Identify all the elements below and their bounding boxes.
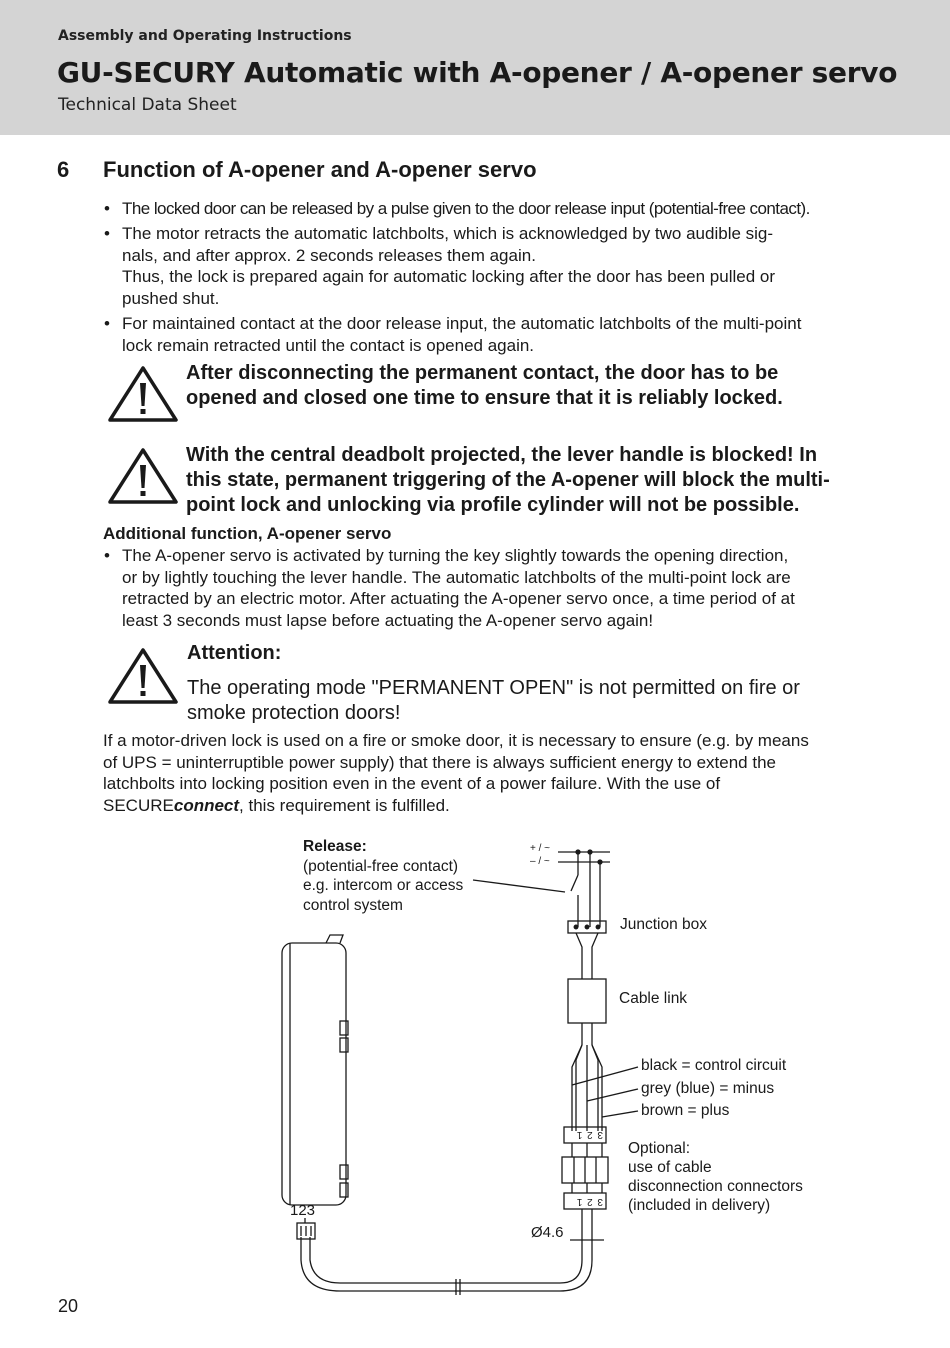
attention-title: Attention:	[187, 642, 282, 664]
fire-door-paragraph	[103, 730, 863, 816]
warning-icon	[107, 365, 179, 423]
switch-contact	[571, 875, 578, 891]
wire-brown-label: brown = plus	[641, 1102, 730, 1119]
bullet-dot: •	[104, 546, 110, 565]
cable-link-box	[568, 979, 606, 1023]
text-line: The motor retracts the automatic latchbolts, which is acknowledged by two audible sig-	[122, 224, 774, 243]
wire-black-label: black = control circuit	[641, 1057, 787, 1074]
text-line: pushed shut.	[122, 288, 220, 308]
text-line: or by lightly touching the lever handle. The automatic latchbolts of the multi-point lock are	[122, 567, 791, 587]
text-line: The locked door can be released by a pulse given to the door release input (potential-free contact).	[122, 199, 810, 218]
warning-text	[186, 361, 866, 411]
text-line: For maintained contact at the door release input, the automatic latchbolts of the multi-point	[122, 314, 802, 333]
text-line	[103, 795, 863, 817]
text-line: this state, permanent triggering of the A-opener will block the multi-	[186, 469, 830, 491]
section-number: 6	[57, 157, 70, 182]
text-line: The A-opener servo is activated by turning the key slightly towards the opening direction,	[122, 546, 789, 565]
warning-icon	[107, 647, 179, 705]
text-line: The operating mode "PERMANENT OPEN" is not permitted on fire or	[187, 677, 800, 699]
lock-housing	[282, 943, 346, 1205]
connector-pin-numbers: 3 2 1	[575, 1129, 603, 1140]
bullet-dot: •	[104, 224, 110, 243]
text-line: retracted by an electric motor. After actuating the A-opener servo once, a time period of at	[122, 589, 795, 608]
text-line: of UPS = uninterruptible power supply) that there is always sufficient energy to extend the	[103, 752, 776, 772]
bullet-dot: •	[104, 314, 110, 333]
document-subtitle: Technical Data Sheet	[58, 95, 237, 115]
wire-sheath	[592, 1045, 598, 1131]
bullet-dot: •	[104, 199, 110, 218]
power-plus-label: + / ~	[530, 843, 551, 854]
wire-grey-label: grey (blue) = minus	[641, 1080, 775, 1097]
cable	[310, 1237, 456, 1283]
section-title: Function of A-opener and A-opener servo	[103, 157, 537, 182]
optional-connectors-label	[628, 1139, 803, 1215]
wire-sheath	[576, 1045, 582, 1131]
leader-grey	[587, 1089, 638, 1101]
release-leader-line	[473, 880, 565, 892]
text-line: If a motor-driven lock is used on a fire or smoke door, it is necessary to ensure (e.g. by means	[103, 731, 809, 750]
warning-icon	[107, 447, 179, 505]
junction-dot	[596, 925, 600, 929]
lock-detail	[340, 1038, 348, 1052]
cable	[455, 1245, 592, 1291]
text-line: disconnection connectors	[628, 1178, 803, 1195]
leader-brown	[602, 1111, 638, 1117]
junction-dot	[574, 925, 578, 929]
power-minus-label: – / ~	[530, 856, 550, 867]
text-line: (included in delivery)	[628, 1197, 771, 1214]
attention-text	[187, 676, 867, 726]
text-line: Thus, the lock is prepared again for automatic locking after the door has been pulled or	[122, 267, 775, 286]
lock-tab	[326, 935, 343, 943]
diameter-label: Ø4.6	[531, 1224, 564, 1241]
text-line: e.g. intercom or access	[303, 877, 464, 894]
connector-pin-numbers: 3 2 1	[575, 1196, 603, 1207]
text-line: control system	[303, 896, 403, 914]
leader-black	[572, 1067, 638, 1085]
text-line: opened and closed one time to ensure that it is reliably locked.	[186, 387, 783, 409]
text-line: latchbolts into locking position even in the event of a power failure. With the use of	[103, 774, 721, 793]
text-line: smoke protection doors!	[187, 702, 401, 724]
brand-prefix: SECURE	[103, 795, 174, 815]
text-line: lock remain retracted until the contact is opened again.	[122, 335, 535, 355]
release-label	[303, 837, 463, 915]
text-line: (potential-free contact)	[303, 857, 459, 875]
junction-dot	[585, 925, 589, 929]
list-item-text	[122, 545, 862, 631]
list-item-text	[122, 198, 862, 220]
header-band	[0, 0, 950, 135]
document-title: GU-SECURY Automatic with A-opener / A-opener servo	[57, 56, 898, 89]
list-item-text	[122, 313, 862, 356]
text-line: nals, and after approx. 2 seconds releases them again.	[122, 245, 536, 265]
text-line: With the central deadbolt projected, the lever handle is blocked! In	[186, 444, 818, 466]
text-line: point lock and unlocking via profile cylinder will not be possible.	[186, 494, 800, 516]
wiring-diagram	[270, 835, 830, 1305]
cable-sheath	[576, 933, 582, 979]
text-suffix: , this requirement is fulfilled.	[239, 795, 450, 815]
warning-text	[186, 443, 866, 518]
brand-name: connect	[173, 795, 240, 815]
list-item-text	[122, 223, 862, 309]
release-title: Release:	[303, 838, 367, 855]
lock-detail	[340, 1021, 348, 1035]
pin-label: 123	[290, 1202, 316, 1219]
cable	[455, 1245, 582, 1283]
text-line: use of cable	[628, 1159, 712, 1176]
document-type: Assembly and Operating Instructions	[58, 28, 352, 44]
cable-sheath	[592, 933, 598, 979]
subsection-heading: Additional function, A-opener servo	[103, 524, 392, 543]
lock-detail	[340, 1183, 348, 1197]
lock-detail	[340, 1165, 348, 1179]
text-line: least 3 seconds must lapse before actuating the A-opener servo again!	[122, 610, 654, 630]
cable-link-label: Cable link	[619, 990, 688, 1007]
junction-box-label: Junction box	[620, 916, 708, 933]
page-number: 20	[58, 1296, 79, 1316]
text-line: After disconnecting the permanent contact, the door has to be	[186, 362, 779, 384]
text-line: Optional:	[628, 1140, 691, 1157]
